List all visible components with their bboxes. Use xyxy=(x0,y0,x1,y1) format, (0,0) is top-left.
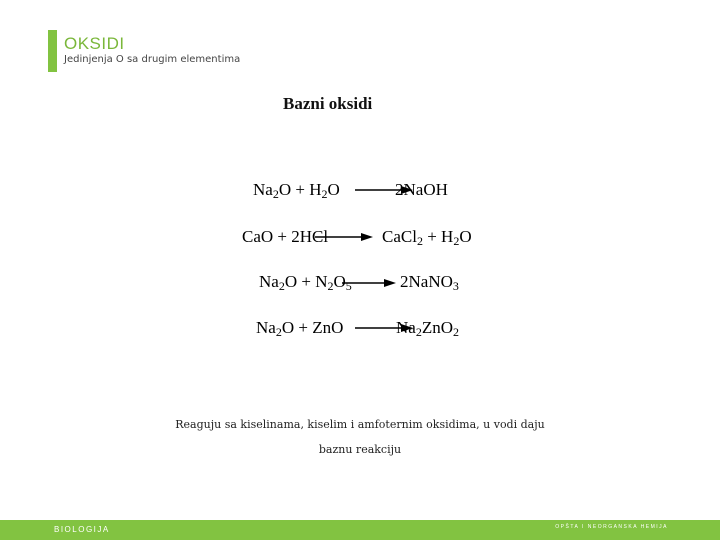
formula-text: CaO + 2HCl xyxy=(242,227,329,246)
formula-text: O xyxy=(459,227,472,246)
slide-subtitle: Jedinjenja O sa drugim elementima xyxy=(64,54,241,65)
equation-4-left xyxy=(256,318,343,344)
formula-subscript: 2 xyxy=(416,234,423,248)
formula-subscript: 2 xyxy=(327,279,334,293)
formula-subscript: 2 xyxy=(275,325,282,339)
equation-4-right xyxy=(396,318,459,344)
formula-text: Na xyxy=(259,272,279,291)
title-accent-bar xyxy=(48,30,57,72)
formula-subscript: 2 xyxy=(453,325,459,339)
equation-1-right xyxy=(395,180,448,206)
formula-text: CaCl xyxy=(382,227,417,246)
formula-text: O + ZnO xyxy=(281,318,344,337)
formula-text: O + N xyxy=(284,272,328,291)
formula-subscript: 5 xyxy=(345,279,352,293)
formula-text: O + H xyxy=(278,180,322,199)
reaction-arrow-icon xyxy=(342,276,398,290)
section-heading-text: Bazni oksidi xyxy=(283,94,373,113)
formula-text: 2NaNO xyxy=(400,272,453,291)
formula-text: + H xyxy=(422,227,454,246)
formula-text: Na xyxy=(256,318,276,337)
formula-subscript: 2 xyxy=(415,325,422,339)
formula-text: O xyxy=(327,180,340,199)
formula-subscript: 2 xyxy=(321,187,328,201)
equation-2-right xyxy=(382,227,472,253)
footer-course: OPŠTA I NEORGANSKA HEMIJA xyxy=(555,524,668,530)
formula-text: 2NaOH xyxy=(395,180,448,199)
description-line-2: baznu reakciju xyxy=(318,443,402,456)
formula-subscript: 2 xyxy=(278,279,285,293)
formula-text: O xyxy=(333,272,346,291)
description-line-1: Reaguju sa kiselinama, kiselim i amfoternim oksidima, u vodi daju xyxy=(175,418,545,431)
formula-subscript: 2 xyxy=(272,187,279,201)
footer-subject: BIOLOGIJA xyxy=(54,525,110,534)
equation-3-left xyxy=(259,272,352,298)
reaction-arrow-icon xyxy=(315,230,375,244)
formula-text: Na xyxy=(253,180,273,199)
equation-1-left xyxy=(253,180,340,206)
slide-title: OKSIDI xyxy=(64,34,125,53)
formula-subscript: 2 xyxy=(453,234,460,248)
formula-subscript: 3 xyxy=(452,279,459,293)
equation-3-right xyxy=(400,272,459,298)
formula-text: ZnO xyxy=(421,318,453,337)
formula-text: Na xyxy=(396,318,416,337)
